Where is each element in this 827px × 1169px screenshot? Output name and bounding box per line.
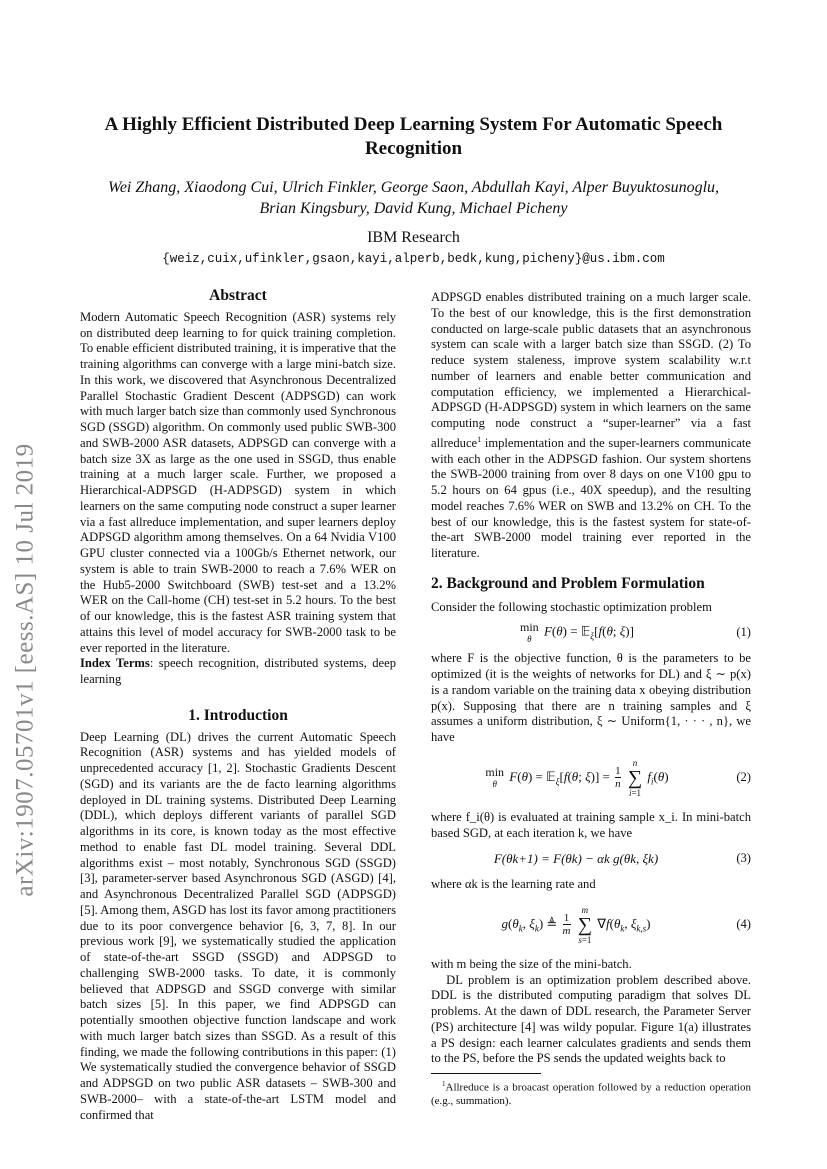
authors-line-2: Brian Kingsbury, David Kung, Michael Picheny [259, 200, 568, 217]
paper-title: A Highly Efficient Distributed Deep Learning System For Automatic Speech Recognition [104, 114, 723, 159]
equation-3 [431, 851, 751, 867]
equation-3-number: (3) [736, 851, 751, 866]
sample-eval-paragraph: where f_i(θ) is evaluated at training sample x_i. In mini-batch based SGD, at each iteration k, we have [431, 809, 751, 840]
footnote-marker: 1 [477, 434, 482, 444]
equation-2-number: (2) [736, 769, 751, 784]
index-terms-label: Index Terms [80, 656, 150, 671]
equation-3-body: F(θk+1) = F(θk) − αk g(θk, ξk) [493, 851, 659, 867]
arxiv-stamp [6, 360, 46, 980]
abstract-body: Modern Automatic Speech Recognition (ASR) systems rely on distributed deep learning to for quick training completion. To enable efficient distributed training, it is imperative that the training algorithms can converge with a large mini-batch size. In this work, we discovered that Asynchronous Decentralized Parallel Stochastic Gradient Descent (ADPSGD) can work with much larger batch size than commonly used Synchronous SGD (SSGD) algorithm. On commonly used public SWB-300 and SWB-2000 ASR datasets, ADPSGD can converge with a batch size 3X as large as the one used in SSGD, thus enable training at a much larger scale. Further, we proposed a Hierarchical-ADPSGD (H-ADPSGD) system in which learners on the same computing node construct a super learner via a fast allreduce implementation, and super learners deploy ADPSGD algorithm among themselves. On a 64 Nvidia V100 GPU cluster connected via a 100Gb/s Ethernet network, our system is able to train SWB-2000 to reach a 7.6% WER on the Hub5-2000 Switchboard (SWB) test-set and a 13.2% WER on the Call-home (CH) test-set in 5.2 hours. To the best of our knowledge, this is the fastest ASR training system that attains this level of model accuracy for SWB-2000 task to be ever reported in the literature. [80, 309, 396, 655]
equation-4 [431, 905, 751, 945]
index-terms [80, 656, 396, 688]
equation-4-number: (4) [736, 916, 751, 931]
definition-paragraph: where F is the objective function, θ is the parameters to be optimized (it is the weights of networks for DL) and ξ ∼ p(x) is a random variable on the training data x obeying distribution p(x). Supposing that there are n training samples and ξ assumes a uniform distribution, ξ ∼ Uniform{1, · · · , n}, we have [431, 651, 751, 745]
consider-text: Consider the following stochastic optimization problem [431, 599, 712, 614]
authors-line-1: Wei Zhang, Xiaodong Cui, Ulrich Finkler, George Saon, Abdullah Kayi, Alper Buyuktosunoglu, [107, 179, 720, 196]
contribution-text-b: implementation and the super-learners communicate with each other in the ADPSGD fashion. Our system shortens the SWB-2000 training from over 8 days on one V100 gpu to 5.2 hours on 64 gpus (i.e., 40X speedup), and the resulting model reaches 7.6% WER on SWB and 13.2% on CH. To the best of our knowledge, this is the fastest system for state-of-the-art SWB-2000 model training ever reported in the literature. [431, 435, 751, 561]
footnote-divider [431, 1073, 541, 1074]
equation-1 [431, 621, 751, 645]
ddl-paragraph: DL problem is an optimization problem described above. DDL is the distributed computing paradigm that solves DL problems. At the dawn of DDL research, the Parameter Server (PS) architecture [4] was wildy popular. Figure 1(a) illustrates a PS design: each learner calculates gradients and sends them to the PS, before the PS sends the updated weights back to [431, 972, 751, 1066]
abstract-heading: Abstract [209, 287, 267, 304]
footnote-text: Allreduce is a broacast operation followed by a reduction operation (e.g., summation). [431, 1081, 751, 1107]
footnote-number: 1 [442, 1080, 446, 1089]
equation-4-body: $g(\theta_k$, $\xi_k$) ≜ $\frac{1}{m}$ m ∑ s=1 $\nabla f(\theta_k$, $\xi_{k,s}$) [501, 904, 651, 945]
footnote [431, 1078, 751, 1108]
arxiv-identifier: arXiv:1907.05701v1 [eess.AS] 10 Jul 2019 [12, 443, 39, 897]
introduction-body: Deep Learning (DL) drives the current Automatic Speech Recognition (ASR) systems and has yielded models of unprecedented accuracy [1, 2]. Stochastic Gradients Descent (SGD) and its variants are the de facto learning algorithms deployed in DL training systems. Distributed Deep Learning (DDL), which deploys different variants of parallel SGD algorithms in its core, is known today as the most effective method to enable fast DL model training. Several DDL algorithms exist – most notably, Synchronous SGD (SSGD) [3], parameter-server based Asynchronous SGD (ASGD) [4], and Asynchronous Decentralized Parallel SGD (ADPSGD) [5]. Among them, ASGD has lost its favor among practitioners due to its poor convergence behavior [6, 3, 7, 8]. In our previous work [9], we systematically studied the application of state-of-the-art SSGD (SSGD) and ADPSGD to challenging SWB-2000 tasks. To date, it is commonly believed that ADPSGD and SSGD converge with similar batch sizes [5]. In this paper, we find ADPSGD can potentially smoothen objective function landscape and work with much larger batch sizes than SSGD. As a result of this finding, we made the following contributions in this paper: (1) We systematically studied the convergence behavior of SSGD and ADPSGD on two public ASR datasets – SWB-300 and SWB-2000– with a state-of-the-art LSTM model and confirmed that [80, 729, 396, 1122]
author-emails: {weiz,cuix,ufinkler,gsaon,kayi,alperb,bedk,kung,picheny}@us.ibm.com [162, 252, 665, 266]
index-terms-text: : speech recognition, distributed systems, deep learning [80, 656, 396, 686]
equation-1-body: min θ F(θ) = 𝔼$_\xi$[f(θ; ξ)] [520, 620, 634, 645]
background-heading: 2. Background and Problem Formulation [431, 574, 705, 592]
affiliation: IBM Research [367, 229, 460, 246]
minibatch-size-text: with m being the size of the mini-batch. [431, 956, 632, 971]
right-column [431, 290, 751, 1108]
left-column [80, 288, 396, 1123]
equation-2 [431, 758, 751, 798]
contribution-paragraph [431, 290, 751, 562]
contribution-text-a: ADPSGD enables distributed training on a much larger scale. To the best of our knowledge, this is the first demonstration conducted on large-scale public datasets that an asynchronous system can scale with a larger batch size than SSGD. (2) To reduce system staleness, improve system scalability w.r.t number of learners and enable better communication and computation efficiency, we implemented a Hierarchical-ADPSGD (H-ADPSGD) system in which learners on the same computing node construct a “super-learner” via a fast allreduce [431, 290, 751, 450]
equation-1-number: (1) [736, 625, 751, 640]
introduction-heading: 1. Introduction [188, 706, 288, 724]
learning-rate-text: where αk is the learning rate and [431, 877, 596, 892]
author-list [60, 177, 767, 219]
equation-2-body: min θ F(θ) = 𝔼$_\xi$[f(θ; ξ)] = $\frac{1}{n}$ n ∑ i=1 $f_i(\theta)$ [485, 757, 669, 798]
